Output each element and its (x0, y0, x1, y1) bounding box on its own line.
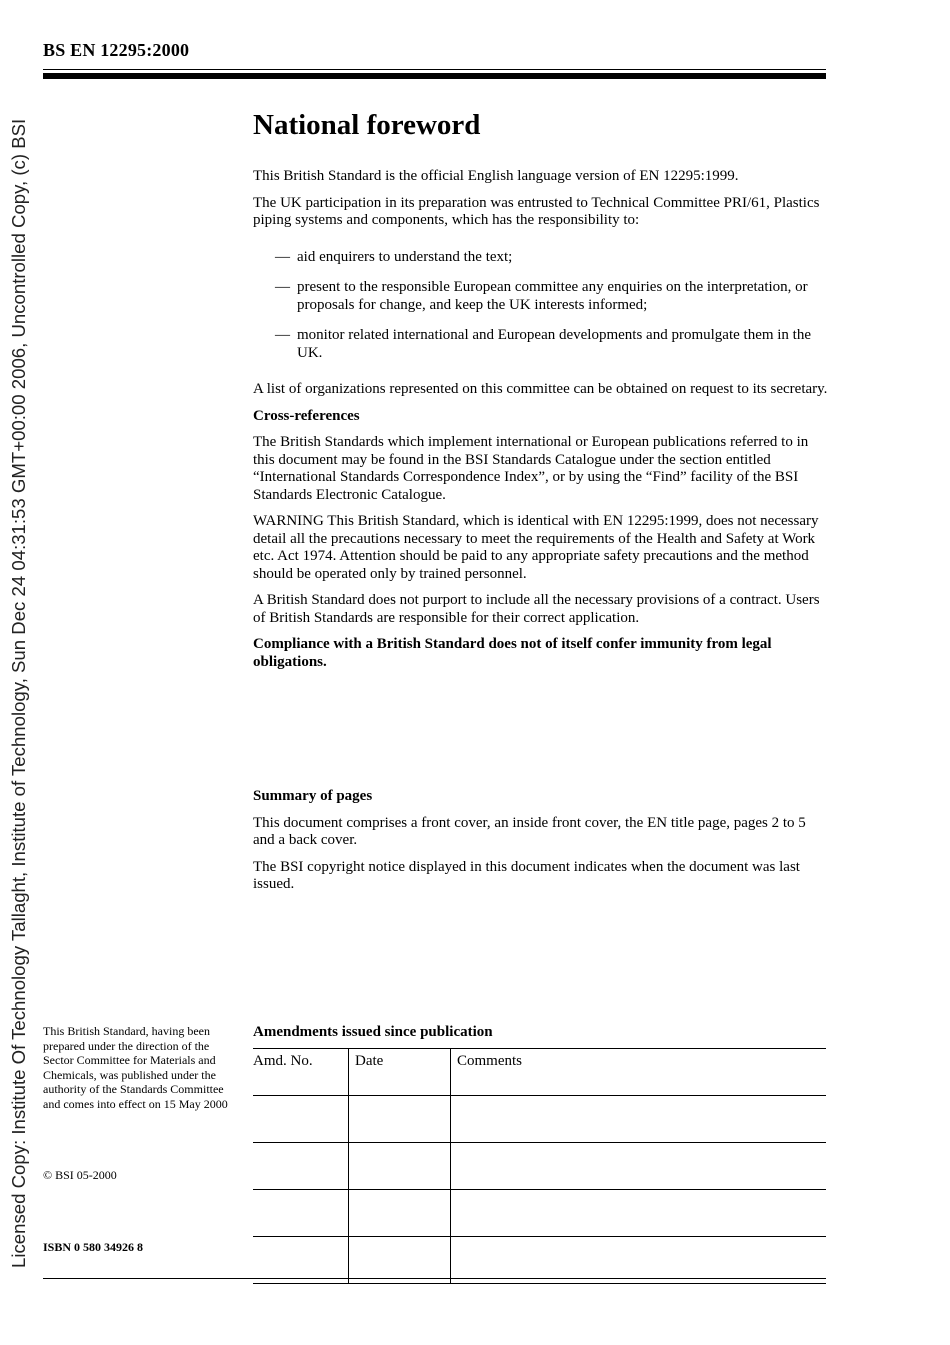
table-cell (451, 1143, 827, 1190)
table-header-row (253, 1049, 826, 1096)
list-item (275, 279, 828, 314)
table-cell (349, 1237, 451, 1284)
table-cell (349, 1096, 451, 1143)
table-cell (451, 1237, 827, 1284)
table-cell (253, 1190, 349, 1237)
dash-marker: — (275, 248, 290, 265)
table-row (253, 1096, 826, 1143)
amendments-title: Amendments issued since publication (253, 1024, 493, 1040)
table-cell (253, 1237, 349, 1284)
page-title: National foreword (253, 109, 481, 141)
document-code: BS EN 12295:2000 (43, 40, 190, 60)
compliance-statement: Compliance with a British Standard does not of itself confer immunity from legal obligations. (253, 636, 772, 670)
foreword-paragraph-2: The UK participation in its preparation was entrusted to Technical Committee PRI/61, Plastics piping systems and components, which has the responsibility to: (253, 194, 820, 228)
amendments-table (253, 1048, 826, 1284)
list-item-text: monitor related international and European developments and promulgate them in the UK. (297, 327, 812, 361)
table-row (253, 1237, 826, 1284)
publication-note: This British Standard, having been prepared under the direction of the Sector Committee for Materials and Chemicals, was published under the authority of the Standards Committee and comes into effect on 15 May 2000 (43, 1024, 228, 1111)
list-item (275, 249, 828, 267)
cross-references-heading: Cross-references (253, 407, 360, 424)
header-rule-thick (43, 73, 826, 79)
table-cell (451, 1096, 827, 1143)
foreword-paragraph-3: A list of organizations represented on this committee can be obtained on request to its secretary. (253, 381, 828, 397)
responsibility-list (275, 249, 828, 363)
header-rule-thin (43, 69, 826, 70)
table-cell (253, 1096, 349, 1143)
warning-paragraph: WARNING This British Standard, which is identical with EN 12295:1999, does not necessary detail all the precautions necessary to meet the requirements of the Health and Safety at Work etc. Act 1974. Attention should be paid to any appropriate safety precautions and the method should be operated only by trained personnel. (253, 513, 819, 582)
summary-paragraph-2: The BSI copyright notice displayed in this document indicates when the document was last issued. (253, 858, 800, 892)
table-row (253, 1190, 826, 1237)
column-header-date: Date (349, 1049, 451, 1096)
table-cell (253, 1143, 349, 1190)
foreword-paragraph-6: A British Standard does not purport to include all the necessary provisions of a contract. Users of British Standards are responsible for their correct application. (253, 592, 820, 626)
table-cell (451, 1190, 827, 1237)
footer-rule (43, 1278, 826, 1279)
column-header-comments: Comments (451, 1049, 827, 1096)
table-row (253, 1143, 826, 1190)
list-item (275, 327, 828, 362)
summary-of-pages-section (253, 788, 828, 903)
foreword-paragraph-4: The British Standards which implement international or European publications referred to in this document may be found in the BSI Standards Catalogue under the section entitled “International Standards Correspondence Index”, or by using the “Find” facility of the BSI Standards Electronic Catalogue. (253, 434, 809, 503)
copyright-notice: © BSI 05-2000 (43, 1168, 117, 1182)
summary-paragraph-1: This document comprises a front cover, an inside front cover, the EN title page, pages 2 to 5 and a back cover. (253, 814, 806, 848)
license-watermark: Licensed Copy: Institute Of Technology Tallaght, Institute of Technology, Sun Dec 24 04:31:53 GMT+00:00 2006, Uncontrolled Copy, (c) BSI (8, 118, 29, 1268)
isbn-number: ISBN 0 580 34926 8 (43, 1240, 144, 1254)
list-item-text: present to the responsible European committee any enquiries on the interpretation, or proposals for change, and keep the UK interests informed; (297, 279, 808, 313)
national-foreword-section (253, 108, 828, 680)
list-item-text: aid enquirers to understand the text; (297, 248, 513, 265)
column-header-amd-no: Amd. No. (253, 1049, 349, 1096)
summary-heading: Summary of pages (253, 788, 373, 804)
dash-marker: — (275, 279, 290, 295)
foreword-paragraph-1: This British Standard is the official English language version of EN 12295:1999. (253, 168, 739, 184)
dash-marker: — (275, 327, 290, 343)
table-cell (349, 1190, 451, 1237)
table-cell (349, 1143, 451, 1190)
